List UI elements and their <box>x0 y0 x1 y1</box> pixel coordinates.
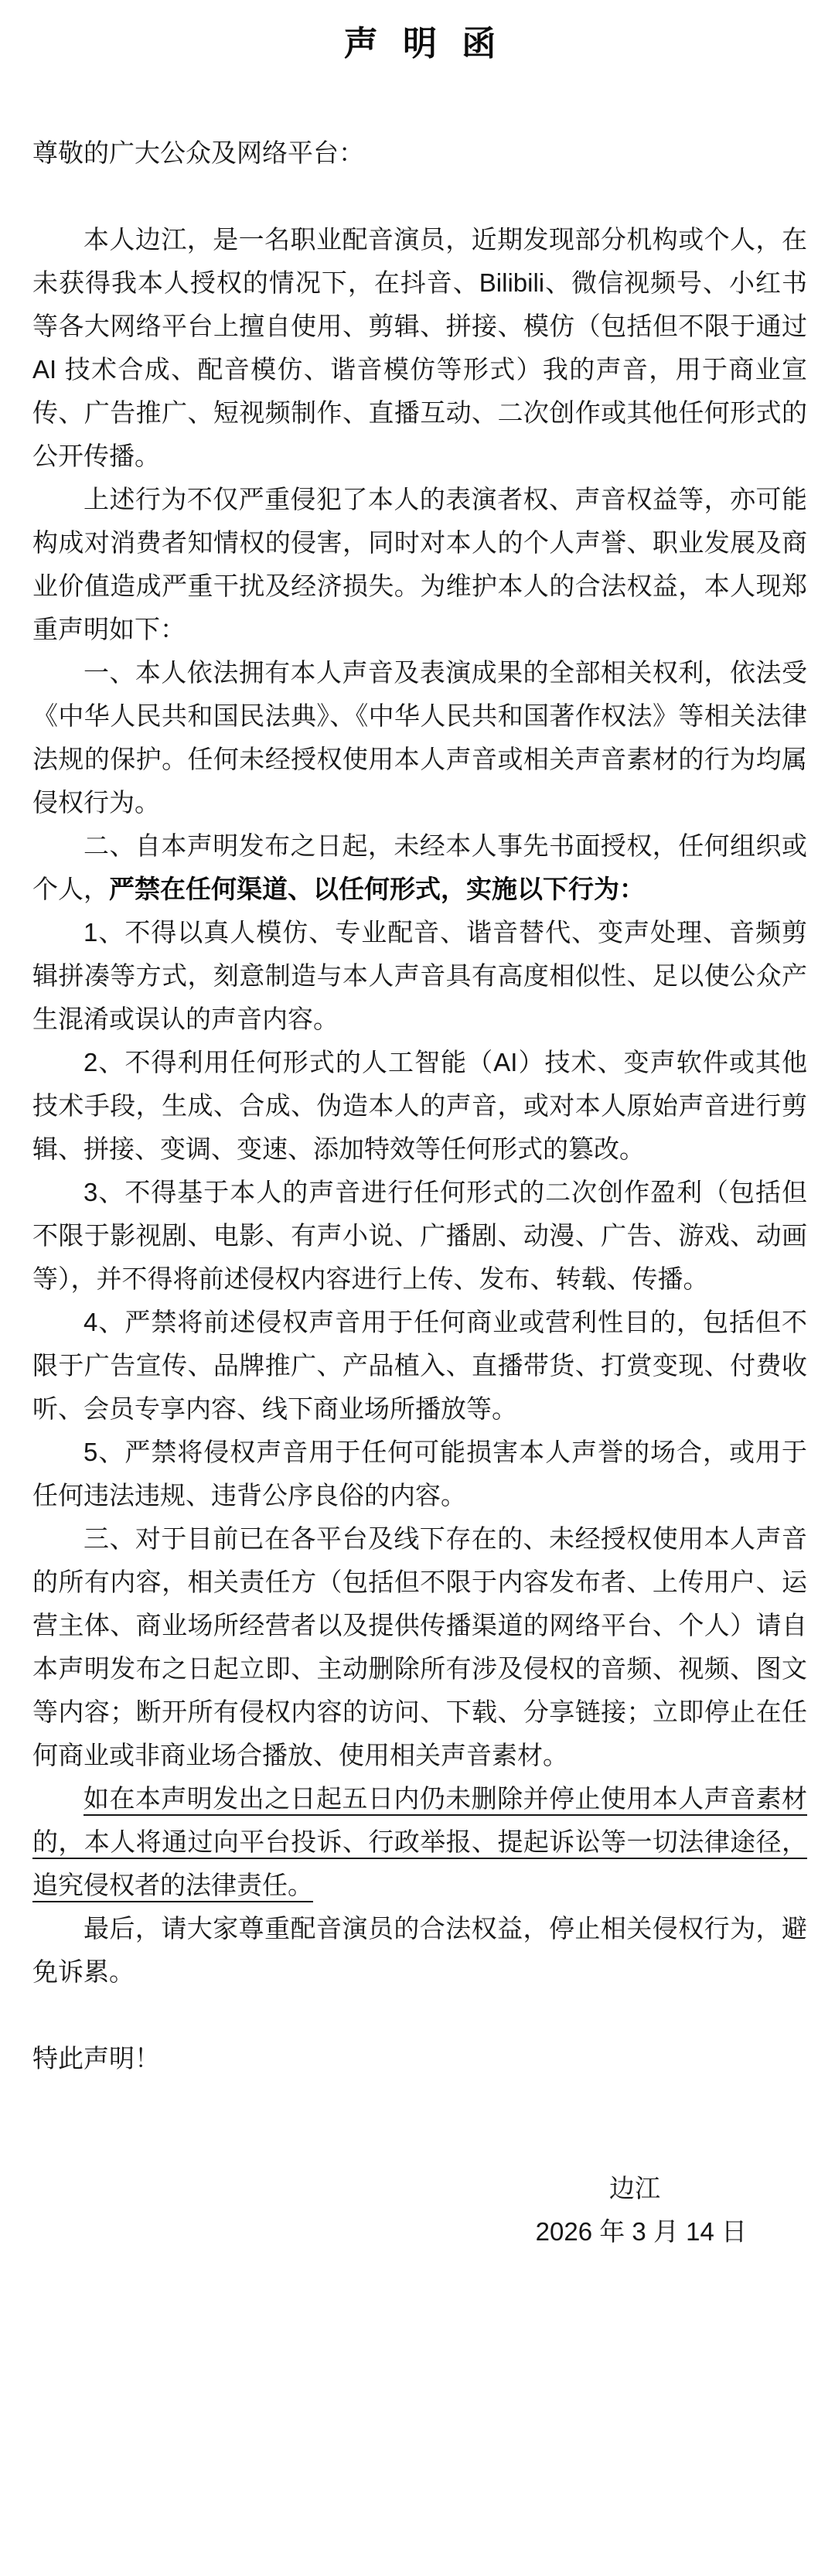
text-segment: 3、不得基于本人的声音进行任何形式的二次创作盈利（包括但不限于影视剧、电影、有声小说、广播剧、动漫、广告、游戏、动画等），并不得将前述侵权内容进行上传、发布、转载、传播。 <box>32 1178 807 1293</box>
text-segment: 本人边江，是一名职业配音演员，近期发现部分机构或个人，在未获得我本人授权的情况下，在抖音、Bilibili、微信视频号、小红书等各大网络平台上擅自使用、剪辑、拼接、模仿（包括但不限于通过 AI 技术合成、配音模仿、谐音模仿等形式）我的声音，用于商业宣传、广告推广、短视频制作、直播互动、二次创作或其他任何形式的公开传播。 <box>32 225 807 470</box>
text-segment: 1、不得以真人模仿、专业配音、谐音替代、变声处理、音频剪辑拼凑等方式，刻意制造与本人声音具有高度相似性、足以使公众产生混淆或误认的声音内容。 <box>32 918 807 1033</box>
signature-name: 边江 <box>609 2174 660 2202</box>
paragraph <box>32 1517 807 1777</box>
paragraph <box>32 478 807 651</box>
text-segment: 如在本声明发出之日起五日内仍未删除并停止使用本人声音素材的，本人将通过向平台投诉、行政举报、提起诉讼等一切法律途径，追究侵权者的法律责任。 <box>32 1784 807 1899</box>
paragraph <box>32 1907 807 1994</box>
document-title: 声 明 函 <box>343 25 504 63</box>
paragraph <box>32 911 807 1041</box>
closing-line: 特此声明！ <box>32 2044 160 2073</box>
signature-block <box>32 2167 807 2254</box>
emphasis-segment: 严禁在任何渠道、以任何形式，实施以下行为： <box>109 875 645 903</box>
text-segment: 5、严禁将侵权声音用于任何可能损害本人声誉的场合，或用于任何违法违规、违背公序良俗的内容。 <box>32 1438 807 1510</box>
text-segment: 三、对于目前已在各平台及线下存在的、未经授权使用本人声音的所有内容，相关责任方（包括但不限于内容发布者、上传用户、运营主体、商业场所经营者以及提供传播渠道的网络平台、个人）请自本声明发布之日起立即、主动删除所有涉及侵权的音频、视频、图文等内容；断开所有侵权内容的访问、下载、分享链接；立即停止在任何商业或非商业场合播放、使用相关声音素材。 <box>32 1524 807 1769</box>
text-segment: 一、本人依法拥有本人声音及表演成果的全部相关权利，依法受《中华人民共和国民法典》、《中华人民共和国著作权法》等相关法律法规的保护。任何未经授权使用本人声音或相关声音素材的行为均属侵权行为。 <box>32 658 807 817</box>
paragraph <box>32 218 807 478</box>
document-body <box>32 218 807 1994</box>
paragraph <box>32 1431 807 1517</box>
paragraph <box>32 1301 807 1431</box>
paragraph <box>32 1171 807 1301</box>
text-segment: 上述行为不仅严重侵犯了本人的表演者权、声音权益等，亦可能构成对消费者知情权的侵害，同时对本人的个人声誉、职业发展及商业价值造成严重干扰及经济损失。为维护本人的合法权益，本人现郑重声明如下： <box>32 485 807 643</box>
text-segment: 最后，请大家尊重配音演员的合法权益，停止相关侵权行为，避免诉累。 <box>32 1914 807 1986</box>
paragraph <box>32 651 807 824</box>
signature-date: 2026 年 3 月 14 日 <box>535 2217 747 2246</box>
text-segment: 4、严禁将前述侵权声音用于任何商业或营利性目的，包括但不限于广告宣传、品牌推广、产品植入、直播带货、打赏变现、付费收听、会员专享内容、线下商业场所播放等。 <box>32 1308 807 1423</box>
paragraph <box>32 1777 807 1907</box>
text-segment: 2、不得利用任何形式的人工智能（AI）技术、变声软件或其他技术手段，生成、合成、伪造本人的声音，或对本人原始声音进行剪辑、拼接、变调、变速、添加特效等任何形式的篡改。 <box>32 1048 807 1163</box>
text-segment: 二、自本声明发布之日起，未经本人事先书面授权，任何组织或个人， <box>32 831 807 903</box>
salutation: 尊敬的广大公众及网络平台： <box>32 138 364 167</box>
paragraph <box>32 1041 807 1171</box>
paragraph <box>32 824 807 911</box>
